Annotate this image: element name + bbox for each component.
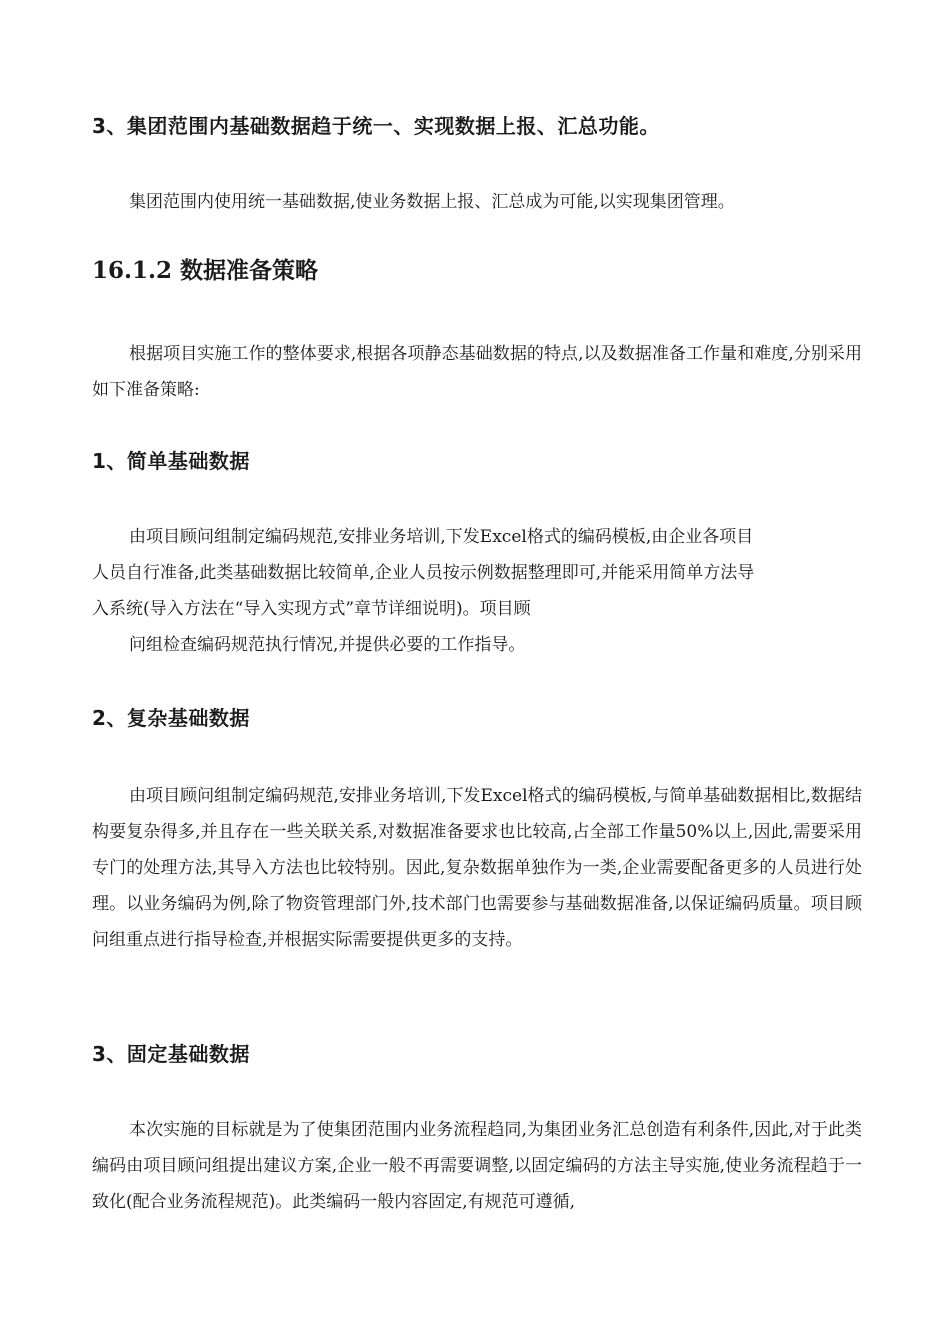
heading-simple-data: 1、简单基础数据 <box>92 449 250 473</box>
paragraph-complex-data: 由项目顾问组制定编码规范,安排业务培训,下发Excel格式的编码模板,与简单基础数据相比,数据结构要复杂得多,并且存在一些关联关系,对数据准备要求也比较高,占全部工作量50%以上,因此,需要采用专门的处理方法,其导入方法也比较特别。因此,复杂数据单独作为一类,企业需要配备更多的人员进行处理。以业务编码为例,除了物资管理部门外,技术部门也需要参与基础数据准备,以保证编码质量。项目顾问组重点进行指导检查,并根据实际需要提供更多的支持。 <box>92 786 862 950</box>
paragraph-strategy-intro: 根据项目实施工作的整体要求,根据各项静态基础数据的特点,以及数据准备工作量和难度,分别采用如下准备策略: <box>92 344 862 400</box>
section-title-data-prep-strategy: 16.1.2 数据准备策略 <box>92 257 319 284</box>
heading-unified-data: 3、集团范围内基础数据趋于统一、实现数据上报、汇总功能。 <box>92 114 660 138</box>
paragraph-line: 由项目顾问组制定编码规范,安排业务培训,下发Excel格式的编码模板,由企业各项目 <box>129 527 754 547</box>
paragraph-simple-data <box>92 519 862 663</box>
heading-fixed-data: 3、固定基础数据 <box>92 1042 250 1066</box>
paragraph-unified-data: 集团范围内使用统一基础数据,使业务数据上报、汇总成为可能,以实现集团管理。 <box>129 192 735 212</box>
paragraph-line: 人员自行准备,此类基础数据比较简单,企业人员按示例数据整理即可,并能采用简单方法导 <box>92 563 755 583</box>
heading-complex-data: 2、复杂基础数据 <box>92 706 250 730</box>
paragraph-line: 问组检查编码规范执行情况,并提供必要的工作指导。 <box>129 635 526 655</box>
paragraph-fixed-data: 本次实施的目标就是为了使集团范围内业务流程趋同,为集团业务汇总创造有利条件,因此,对于此类编码由项目顾问组提出建议方案,企业一般不再需要调整,以固定编码的方法主导实施,使业务流程趋于一致化(配合业务流程规范)。此类编码一般内容固定,有规范可遵循, <box>92 1120 862 1212</box>
paragraph-line: 入系统(导入方法在“导入实现方式”章节详细说明)。项目顾 <box>92 599 531 619</box>
